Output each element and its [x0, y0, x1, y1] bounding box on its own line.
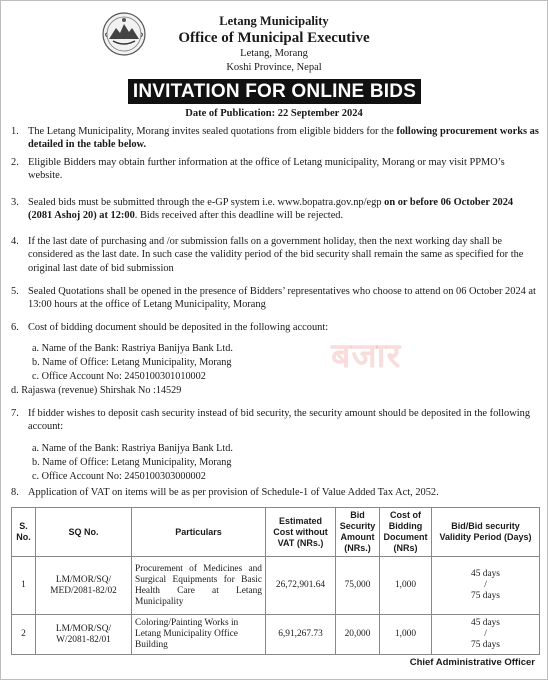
clause-number: 3.	[11, 197, 19, 208]
clause-bold-text: on or before 06 October 2024 (2081 Ashoj 20) at 12:00	[28, 197, 514, 222]
clause-text: Application of VAT on items will be as per provision of Schedule-1 of Value Added Tax Act, 2052.	[28, 487, 439, 498]
clause-1	[11, 125, 539, 152]
validity-security: 75 days	[471, 640, 500, 650]
cell-sno: 2	[12, 615, 36, 655]
signature-title: Chief Administrative Officer	[409, 657, 535, 668]
clause-number: 7.	[11, 408, 19, 419]
clause-text: Sealed Quotations shall be opened in the presence of Bidders’ representatives who choose to attend on 06 October 2024 at 13:00 hours at the office of Letang Municipality, Morang	[28, 286, 536, 311]
validity-bid: 45 days	[471, 569, 500, 579]
clause-7	[11, 407, 539, 434]
cell-validity	[432, 615, 540, 655]
clause-4	[11, 235, 539, 275]
clause-3	[11, 196, 539, 223]
cell-document-cost: 1,000	[380, 615, 432, 655]
cell-estimated-cost: 6,91,267.73	[266, 615, 336, 655]
header-validity: Bid/Bid security Validity Period (Days)	[432, 508, 540, 557]
publication-date: Date of Publication: 22 September 2024	[185, 108, 363, 119]
clause-text: Cost of bidding document should be deposited in the following account:	[28, 322, 329, 333]
bid-table	[11, 507, 540, 655]
clause-5	[11, 285, 539, 312]
watermark-logo: बजार	[331, 336, 402, 376]
clause-6	[11, 321, 539, 334]
clause-number: 5.	[11, 286, 19, 297]
validity-bid: 45 days	[471, 618, 500, 628]
clause-number: 1.	[11, 126, 19, 137]
office-name: Office of Municipal Executive	[178, 30, 370, 46]
clause-text: Sealed bids must be submitted through the e-GP system i.e. www.bopatra.gov.np/egp	[28, 197, 385, 208]
header-document-cost: Cost of Bidding Document (NRs)	[380, 508, 432, 557]
clause-text: The Letang Municipality, Morang invites sealed quotations from eligible bidders for the	[28, 126, 397, 137]
header-particulars: Particulars	[132, 508, 266, 557]
clause-text: If the last date of purchasing and /or submission falls on a government holiday, then the next working day shall be considered as the last date. In such case the validity period of the bid security shall remain the same as specified for the original last date of bid submission	[28, 236, 524, 274]
office-name-6: b. Name of Office: Letang Municipality, Morang	[32, 357, 232, 368]
address-line-1: Letang, Morang	[240, 48, 308, 59]
bank-name-6: a. Name of the Bank: Rastriya Banijya Bank Ltd.	[32, 343, 233, 354]
rajaswa-line: d. Rajaswa (revenue) Shirshak No :14529	[11, 385, 182, 396]
account-number-6: c. Office Account No: 2450100301010002	[32, 371, 206, 382]
clause-8	[11, 486, 539, 499]
clause-number: 6.	[11, 322, 19, 333]
table-row	[12, 615, 540, 655]
validity-security: 75 days	[471, 591, 500, 601]
header-bid-security: Bid Security Amount (NRs.)	[336, 508, 380, 557]
clause-text: If bidder wishes to deposit cash security instead of bid security, the security amount should be deposited in the following account:	[28, 408, 531, 433]
header-sq-no: SQ No.	[36, 508, 132, 557]
clause-text: Eligible Bidders may obtain further information at the office of Letang municipality, Morang or may visit PPMO’s website.	[28, 157, 505, 182]
cell-sq-no: LM/MOR/SQ/ W/2081-82/01	[36, 615, 132, 655]
municipality-name: Letang Municipality	[219, 14, 329, 28]
clause-number: 8.	[11, 487, 19, 498]
notice-banner: INVITATION FOR ONLINE BIDS	[128, 79, 421, 104]
cell-estimated-cost: 26,72,901.64	[266, 557, 336, 615]
table-row	[12, 557, 540, 615]
cell-sno: 1	[12, 557, 36, 615]
clause-number: 4.	[11, 236, 19, 247]
clause-2	[11, 156, 539, 183]
cell-particulars: Procurement of Medicines and Surgical Equipments for Basic Health Care at Letang Municipality	[132, 557, 266, 615]
clause-text-end: . Bids received after this deadline will be rejected.	[134, 210, 344, 222]
header-sno: S. No.	[12, 508, 36, 557]
address-line-2: Koshi Province, Nepal	[226, 62, 322, 73]
validity-separator: /	[484, 629, 487, 639]
cell-bid-security: 20,000	[336, 615, 380, 655]
table-header-row	[12, 508, 540, 557]
header-estimated-cost: Estimated Cost without VAT (NRs.)	[266, 508, 336, 557]
account-number-7: c. Office Account No: 2450100303000002	[32, 471, 206, 482]
cell-validity	[432, 557, 540, 615]
bank-name-7: a. Name of the Bank: Rastriya Banijya Bank Ltd.	[32, 443, 233, 454]
validity-separator: /	[484, 580, 487, 590]
clause-number: 2.	[11, 157, 19, 168]
cell-particulars: Coloring/Painting Works in Letang Municipality Office Building	[132, 615, 266, 655]
cell-document-cost: 1,000	[380, 557, 432, 615]
cell-bid-security: 75,000	[336, 557, 380, 615]
clause-bold-text: following procurement works as detailed in the table below.	[28, 126, 539, 151]
cell-sq-no: LM/MOR/SQ/ MED/2081-82/02	[36, 557, 132, 615]
office-name-7: b. Name of Office: Letang Municipality, Morang	[32, 457, 232, 468]
